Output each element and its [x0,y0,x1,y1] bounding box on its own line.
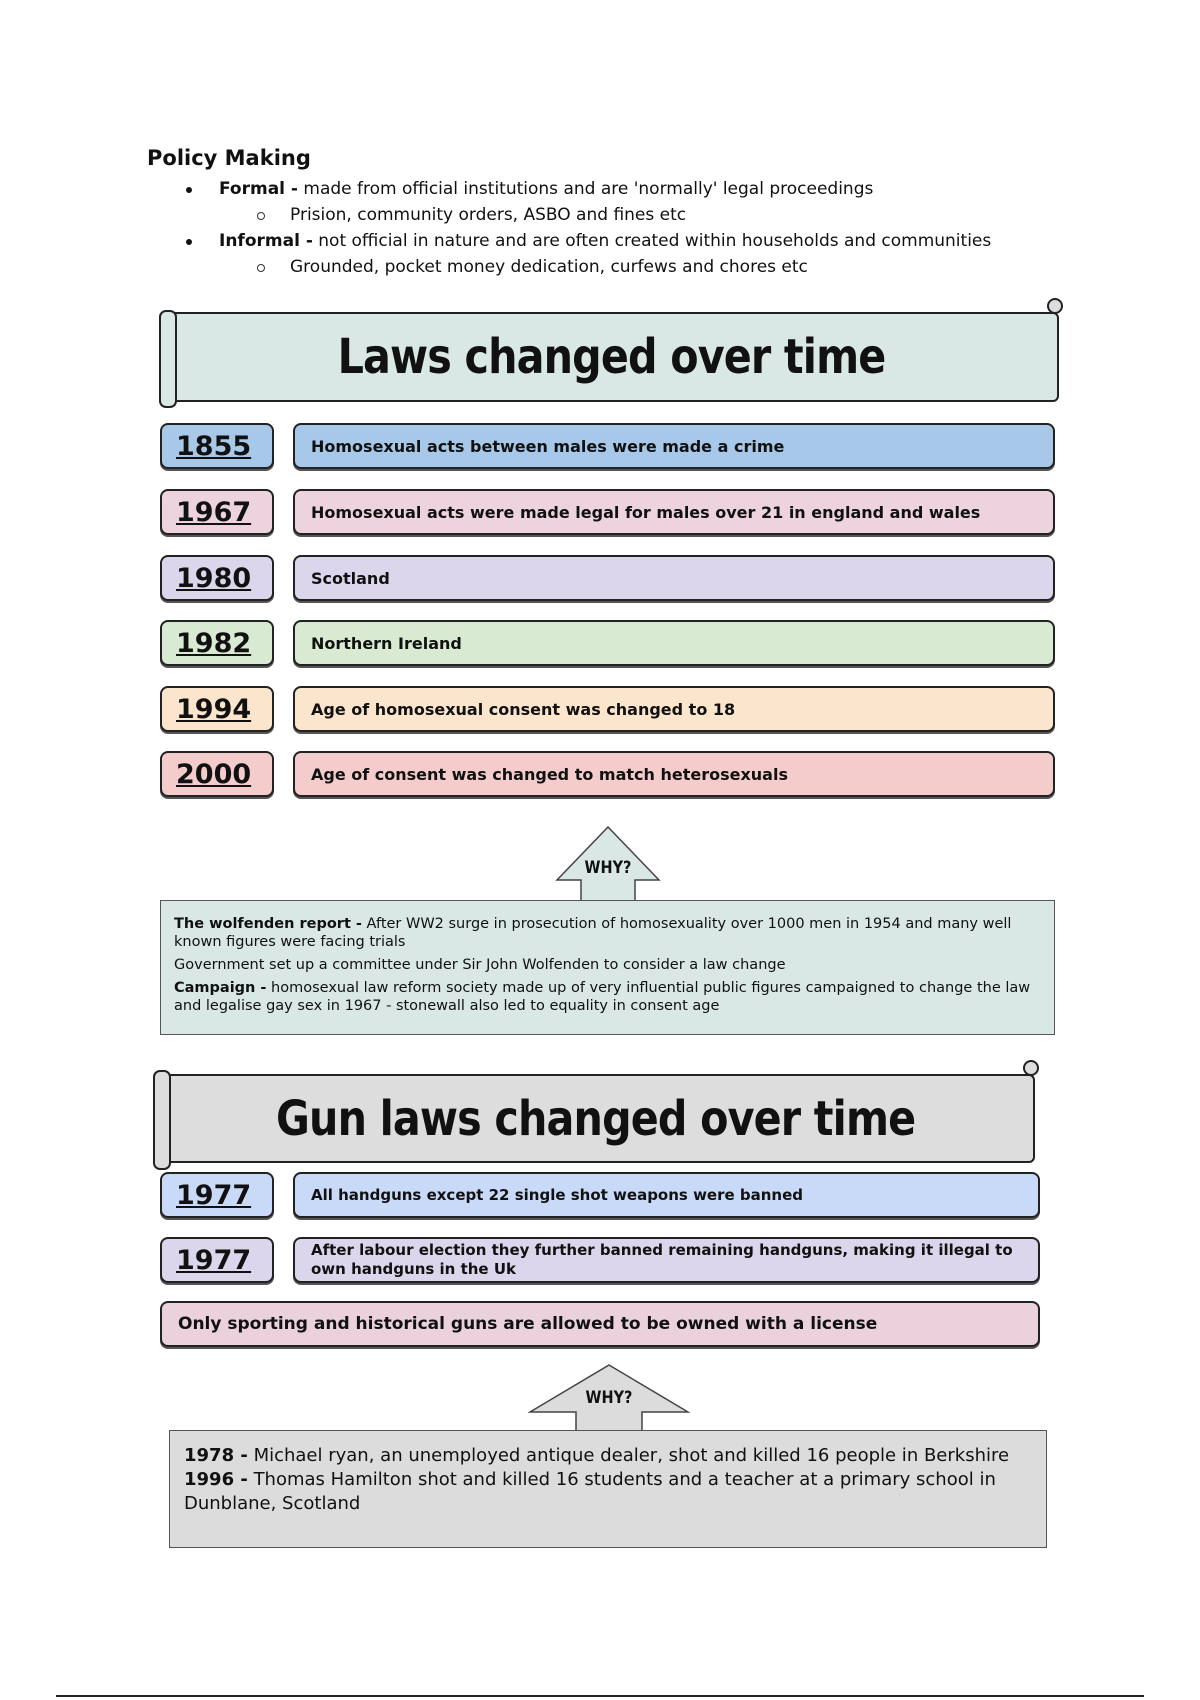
timeline-year: 1980 [160,555,274,601]
formal-example: Prision, community orders, ASBO and fines etc [147,202,1107,228]
formal-term: Formal - [219,179,298,199]
campaign-paragraph [174,979,1042,1015]
guns-why-label: WHY? [585,1388,633,1408]
event-text: Thomas Hamilton shot and killed 16 students and a teacher at a primary school in Dunblane, Scotland [184,1469,996,1514]
timeline-row [160,489,1055,537]
laws-why-label: WHY? [584,858,632,878]
wolfenden-text: After WW2 surge in prosecution of homosexuality over 1000 men in 1954 and many well known figures were facing trials [174,916,1012,950]
guns-banner [157,1074,1035,1163]
licence-statement: Only sporting and historical guns are allowed to be owned with a license [160,1301,1040,1347]
timeline-description: Scotland [293,555,1055,601]
laws-banner [163,312,1059,402]
michael-ryan-line [184,1444,1032,1468]
timeline-row [160,1172,1040,1220]
campaign-term: Campaign - [174,980,267,996]
timeline-description: All handguns except 22 single shot weapons were banned [293,1172,1040,1218]
informal-bullet [147,228,1107,254]
informal-term: Informal - [219,231,313,251]
wolfenden-paragraph [174,915,1042,951]
formal-text: made from official institutions and are 'normally' legal proceedings [297,179,874,199]
page-bottom-rule [56,1695,1144,1697]
laws-title: Laws changed over time [337,329,885,385]
timeline-description: After labour election they further banned remaining handguns, making it illegal to own handguns in the Uk [293,1237,1040,1283]
laws-why-arrow [555,826,661,902]
timeline-year: 1977 [160,1237,274,1283]
scroll-left-roll [159,310,177,408]
policy-title: Policy Making [147,146,311,170]
campaign-text: homosexual law reform society made up of very influential public figures campaigned to change the law and legalise gay sex in 1967 - stonewall also led to equality in consent age [174,980,1031,1014]
committee-paragraph: Government set up a committee under Sir John Wolfenden to consider a law change [174,957,786,973]
timeline-year: 2000 [160,751,274,797]
timeline-year: 1855 [160,423,274,469]
timeline-description: Northern Ireland [293,620,1055,666]
timeline-description: Homosexual acts were made legal for males over 21 in england and wales [293,489,1055,535]
informal-text: not official in nature and are often created within households and communities [312,231,992,251]
timeline-row [160,555,1055,603]
timeline-year: 1967 [160,489,274,535]
timeline-description: Age of consent was changed to match heterosexuals [293,751,1055,797]
formal-bullet [147,176,1107,202]
guns-title: Gun laws changed over time [276,1090,916,1147]
timeline-description: Homosexual acts between males were made a crime [293,423,1055,469]
event-year: 1996 - [184,1469,248,1490]
timeline-row [160,423,1055,471]
wolfenden-term: The wolfenden report - [174,916,362,932]
scroll-left-roll [153,1070,171,1170]
laws-explanation-box [160,900,1055,1035]
event-text: Michael ryan, an unemployed antique dealer, shot and killed 16 people in Berkshire [247,1445,1010,1466]
timeline-row [160,1237,1040,1285]
policy-notes [147,146,1107,280]
timeline-year: 1977 [160,1172,274,1218]
informal-example: Grounded, pocket money dedication, curfews and chores etc [147,254,1107,280]
scroll-right-roll [1023,1060,1039,1076]
timeline-description: Age of homosexual consent was changed to 18 [293,686,1055,732]
timeline-row [160,620,1055,668]
guns-why-arrow [528,1364,690,1434]
dunblane-line [184,1468,1032,1516]
timeline-year: 1982 [160,620,274,666]
guns-explanation-box [169,1430,1047,1548]
timeline-full-row [160,1301,1040,1349]
timeline-year: 1994 [160,686,274,732]
timeline-row [160,751,1055,799]
timeline-row [160,686,1055,734]
scroll-right-roll [1047,298,1063,314]
event-year: 1978 - [184,1445,248,1466]
policy-list [147,176,1107,280]
